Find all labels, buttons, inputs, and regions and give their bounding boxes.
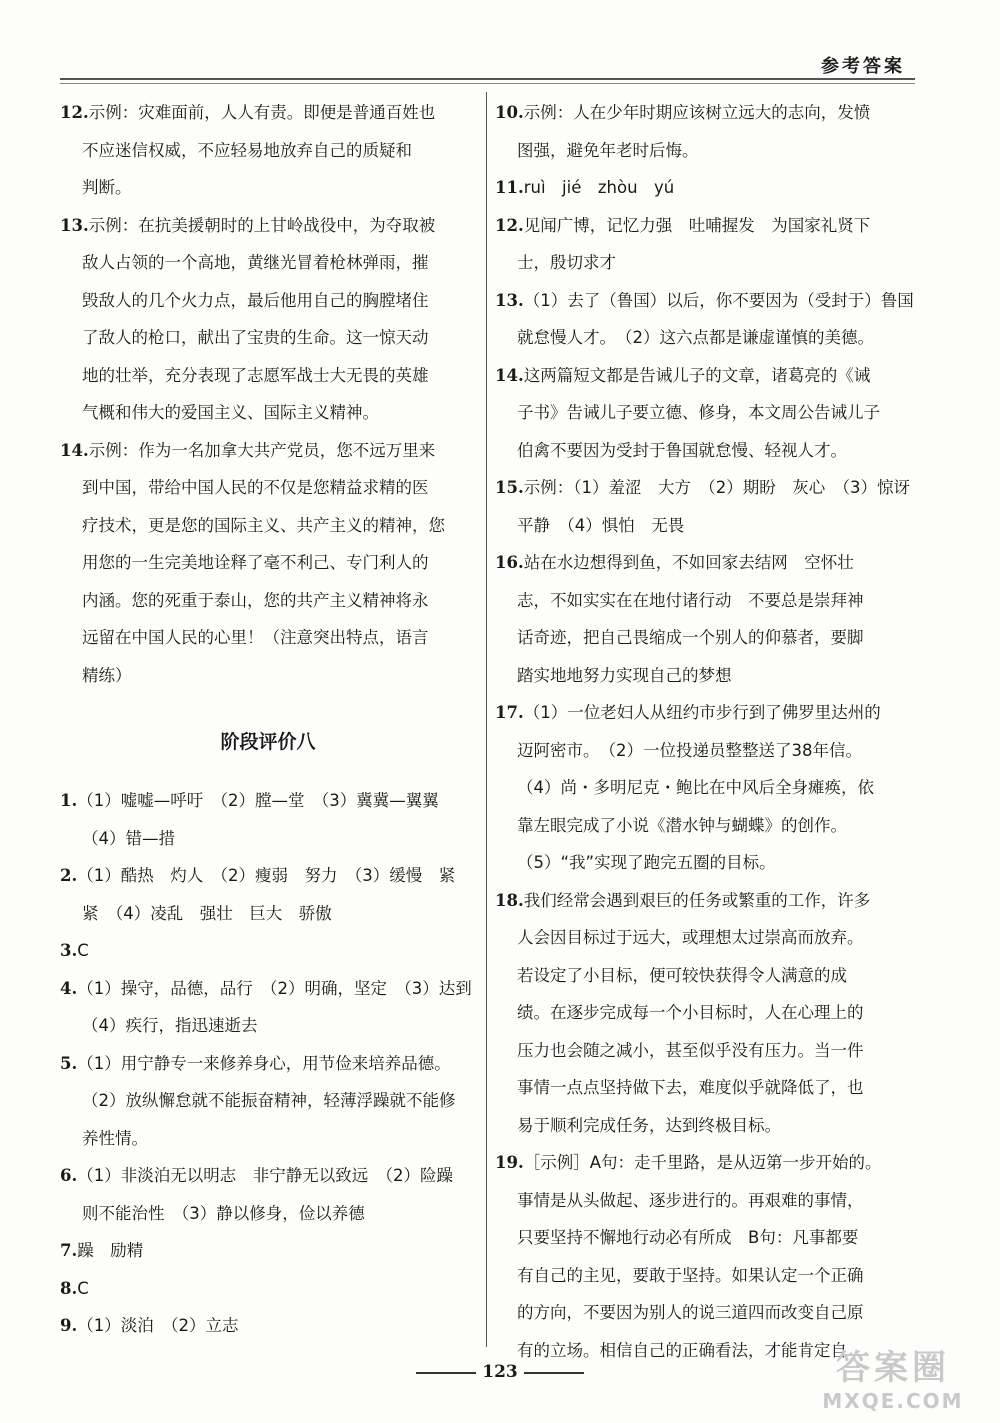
answer-text: 紧 （4）凌乱 强壮 巨大 骄傲 [82,903,332,923]
answer-number: 9 [60,1316,72,1335]
answer-item [60,1045,476,1158]
answer-text: C [77,1278,89,1298]
answer-text: 用您的一生完美地诠释了毫不利己、专门利人的 [82,553,429,572]
answer-line [60,319,476,357]
answer-number-dot: . [517,178,524,197]
answer-number-dot: . [517,553,524,572]
answer-text: 示例：灾难面前，人人有责。即便是普通百姓也 [88,103,436,122]
answer-text: （4）疾行，指迅速逝去 [82,1016,258,1035]
answer-line [495,732,915,770]
answer-line [495,319,915,357]
answer-number-dot: . [517,290,524,310]
answer-item [60,94,476,207]
answer-line [495,1144,915,1182]
answer-item [495,694,915,882]
answer-text: 气概和伟大的爱国主义、国际主义精神。 [82,403,379,422]
answer-line [495,1107,915,1145]
answer-text: 敌人占领的一个高地，黄继光冒着枪林弹雨，摧 [82,253,429,272]
watermark-line2: MXQE.COM [822,1389,964,1413]
page-number-ornament-right [524,1372,584,1374]
answer-line [60,169,476,207]
answer-item [495,94,915,169]
answer-line [60,932,476,970]
answer-line [495,807,915,845]
answer-number: 10 [495,103,518,122]
answer-number: 13 [60,215,83,235]
answer-item [60,932,476,970]
answer-number: 18 [495,890,518,910]
answer-text: （5）“我”实现了跑完五圈的目标。 [517,853,776,872]
answer-text: 踏实地地努力实现自己的梦想 [517,665,732,685]
answer-number-dot: . [82,215,89,235]
answer-text: 有的立场。相信自己的正确看法，才能肯定自 [517,1340,847,1360]
answer-line [60,1120,476,1158]
answer-text: 这两篇短文都是告诫儿子的文章，诸葛亮的《诫 [523,365,871,385]
answer-line [60,282,476,320]
answer-text: 士，殷切求才 [517,253,616,272]
answer-item [495,1144,915,1369]
answer-number: 14 [60,440,83,460]
answer-line [60,207,476,245]
answer-number-dot: . [517,703,524,722]
answer-line [495,507,915,545]
answer-item [60,1232,476,1270]
answer-number: 6 [60,1166,72,1185]
answer-item [60,1270,476,1308]
answer-number-dot: . [517,215,524,235]
answer-number-dot: . [71,866,78,885]
right-answers [495,94,915,1369]
watermark-line1: 答案圈 [836,1348,950,1388]
answer-number: 17 [495,703,518,722]
answer-number-dot: . [71,1278,78,1298]
answer-text: （2）放纵懈怠就不能振奋精神，轻薄浮躁就不能修 [82,1091,456,1110]
answer-line [495,694,915,732]
answer-line [60,244,476,282]
answer-number-dot: . [517,890,524,910]
page-number-text: 123 [482,1362,518,1382]
answer-text: 示例：人在少年时期应该树立远大的志向，发愤 [523,103,871,122]
answer-line [495,94,915,132]
answer-number-dot: . [82,440,89,460]
answer-text: 人会因目标过于远大，或理想太过崇高而放弃。 [517,928,864,947]
answer-text: 疗技术，更是您的国际主义、共产主义的精神，您 [82,515,445,535]
answer-number: 12 [495,215,518,235]
answer-line [495,1219,915,1257]
left-answers-before-section [60,94,476,694]
answer-item [495,357,915,470]
answer-text: 判断。 [82,178,132,197]
answer-text: 绩。在逐步完成每一个小目标时，人在心理上的 [517,1003,864,1022]
answer-line [60,132,476,170]
answer-number-dot: . [517,1153,524,1172]
answer-text: （1）用宁静专一来修养身心，用节俭来培养品德。 [77,1053,451,1073]
answer-text: 精练） [82,665,132,685]
answer-line [495,1069,915,1107]
answer-line [495,357,915,395]
watermark-logo [804,1348,982,1418]
answer-line [60,895,476,933]
answer-text: 若设定了小目标，便可较快获得令人满意的成 [517,965,847,985]
answer-line [60,1157,476,1195]
answer-line [495,844,915,882]
answer-text: （4）尚・多明尼克・鲍比在中风后全身瘫痪，依 [517,778,874,797]
answer-text: （1）嘘嘘—呼吁 （2）膛—堂 （3）冀冀—翼翼 [77,791,439,810]
answer-line [60,1007,476,1045]
answer-line [495,244,915,282]
answer-number: 8 [60,1278,72,1298]
answer-text: 毁敌人的几个火力点，最后他用自己的胸膛堵住 [82,290,429,310]
answer-number: 2 [60,866,72,885]
answer-line [495,207,915,245]
answer-line [495,1182,915,1220]
answer-item [60,970,476,1045]
answer-item [60,432,476,695]
answer-text: （1）一位老妇人从纽约市步行到了佛罗里达州的 [523,703,881,722]
answer-line [60,544,476,582]
answer-line [60,657,476,695]
answer-line [60,1045,476,1083]
answer-line [495,582,915,620]
answer-line [60,357,476,395]
answer-line [495,1294,915,1332]
answer-text: （1）非淡泊无以明志 非宁静无以致远 （2）险躁 [77,1166,453,1185]
answer-line [495,769,915,807]
left-answers-after-section [60,782,476,1345]
answer-text: 伯禽不要因为受封于鲁国就怠慢、轻视人才。 [517,440,847,460]
answer-line [60,394,476,432]
answer-line [60,1232,476,1270]
answer-line [495,957,915,995]
answer-line [60,1270,476,1308]
answer-line [495,544,915,582]
answer-text: （1）酷热 灼人 （2）瘦弱 努力 （3）缓慢 紧 [77,866,456,885]
answer-line [60,432,476,470]
answer-number: 16 [495,553,518,572]
answer-line [495,919,915,957]
answer-number: 4 [60,978,72,998]
answer-text: 话奇迹，把自己畏缩成一个别人的仰慕者，要脚 [517,628,864,647]
answer-line [495,469,915,507]
answer-item [495,469,915,544]
answer-line [495,282,915,320]
answer-text: 躁 励精 [77,1241,144,1260]
answer-text: 示例：在抗美援朝时的上甘岭战役中，为夺取被 [88,215,436,235]
answer-number-dot: . [517,478,524,497]
answer-line [495,169,915,207]
answer-item [60,1157,476,1232]
answer-text: 事情是从头做起、逐步进行的。再艰难的事情， [517,1190,864,1210]
answer-number-dot: . [71,1166,78,1185]
answer-text: 内涵。您的死重于泰山，您的共产主义精神将永 [82,590,429,610]
answer-line [60,582,476,620]
answer-number: 5 [60,1053,72,1073]
answer-text: 迈阿密市。 （2）一位投递员整整送了38年信。 [517,740,862,760]
answer-number: 7 [60,1241,72,1260]
header-rule [60,78,915,80]
answer-line [60,469,476,507]
answer-text: 不应迷信权威，不应轻易地放弃自己的质疑和 [82,140,412,160]
answer-number-dot: . [517,365,524,385]
answer-number-dot: . [71,1241,78,1260]
answer-number-dot: . [82,103,89,122]
answer-text: 事情一点点坚持做下去，难度似乎就降低了，也 [517,1078,864,1097]
answer-text: 我们经常会遇到艰巨的任务或繁重的工作，许多 [523,890,871,910]
answer-item [495,544,915,694]
answer-text: 易于顺利完成任务，达到终极目标。 [517,1115,781,1135]
answer-line [60,1195,476,1233]
answer-text: （4）错—措 [82,828,175,848]
answer-text: ［示例］A句：走千里路，是从迈第一步开始的。 [523,1153,882,1172]
answer-line [495,657,915,695]
answer-text: 压力也会随之减小，甚至似乎没有压力。当一件 [517,1040,864,1060]
answer-text: 就怠慢人才。 （2）这六点都是谦虚谨慎的美德。 [517,328,874,347]
answer-text: 志，不如实实在在地付诸行动 不要总是崇拜神 [517,590,864,610]
header-rule-thin [60,83,915,84]
answer-text: 只要坚持不懈地行动必有所成 B句：凡事都要 [517,1228,859,1247]
answer-text: （1）去了（鲁国）以后，你不要因为（受封于）鲁国 [523,290,914,310]
answer-number: 11 [495,178,518,197]
answer-text: 示例：（1）羞涩 大方 （2）期盼 灰心 （3）惊讶 [523,478,910,497]
answer-item [60,857,476,932]
answer-number: 15 [495,478,518,497]
answer-text: 养性情。 [82,1128,148,1148]
answer-line [60,782,476,820]
answer-text: 远留在中国人民的心里！（注意突出特点，语言 [82,628,429,647]
answer-line [60,970,476,1008]
answer-text: ruì jié zhòu yú [523,178,675,197]
answer-number-dot: . [71,791,78,810]
answer-line [60,857,476,895]
answer-number: 13 [495,290,518,310]
answer-item [60,207,476,432]
section-title: 阶段评价八 [220,731,316,753]
answer-line [60,1307,476,1345]
answer-line [495,994,915,1032]
answer-line [495,1032,915,1070]
answer-number-dot: . [71,1316,78,1335]
answer-number: 19 [495,1153,518,1172]
answer-item [60,782,476,857]
answer-text: 图强，避免年老时后悔。 [517,140,699,160]
answer-line [495,882,915,920]
answer-text: （1）淡泊 （2）立志 [77,1316,239,1335]
answer-number: 3 [60,941,72,960]
answer-line [60,1082,476,1120]
answer-number-dot: . [71,978,78,998]
answer-item [495,207,915,282]
answer-text: 平静 （4）惧怕 无畏 [517,515,685,535]
answer-item [495,282,915,357]
answer-text: 站在水边想得到鱼，不如回家去结网 空怀壮 [523,553,854,572]
answer-line [495,132,915,170]
answer-number: 1 [60,791,72,810]
answer-line [495,432,915,470]
answer-line [495,394,915,432]
answer-text: 则不能治性 （3）静以修身，俭以养德 [82,1203,365,1223]
answer-item [495,882,915,1145]
answer-text: 到中国，带给中国人民的不仅是您精益求精的医 [82,478,429,497]
answer-line [60,507,476,545]
running-header-title: 参考答案 [821,56,905,77]
column-divider [486,92,487,1347]
left-column [60,94,476,1345]
answer-text: 了敌人的枪口，献出了宝贵的生命。这一惊天动 [82,328,429,347]
answer-line [495,619,915,657]
answer-line [60,94,476,132]
answer-number: 12 [60,103,83,122]
answer-text: 的方向，不要因为别人的说三道四而改变自己原 [517,1303,864,1322]
answer-line [495,1257,915,1295]
page-number-ornament-left [416,1372,476,1374]
answer-item [495,169,915,207]
answer-item [60,1307,476,1345]
answer-text: 地的壮举，充分表现了志愿军战士大无畏的英雄 [82,365,429,385]
answer-number-dot: . [517,103,524,122]
answer-text: 子书》告诫儿子要立德、修身，本文周公告诫儿子 [517,403,880,422]
answer-text: 见闻广博，记忆力强 吐哺握发 为国家礼贤下 [523,215,871,235]
answer-line [60,820,476,858]
answer-number: 14 [495,365,518,385]
answer-number-dot: . [71,1053,78,1073]
answer-text: 靠左眼完成了小说《潜水钟与蝴蝶》的创作。 [517,815,847,835]
answer-number-dot: . [71,941,78,960]
answer-line [60,619,476,657]
answer-text: 示例：作为一名加拿大共产党员，您不远万里来 [88,440,436,460]
answer-text: 有自己的主见，要敢于坚持。如果认定一个正确 [517,1265,864,1285]
answer-text: （1）操守，品德，品行 （2）明确，坚定 （3）达到 [77,978,472,998]
answer-text: C [77,941,89,960]
right-column [495,94,915,1369]
